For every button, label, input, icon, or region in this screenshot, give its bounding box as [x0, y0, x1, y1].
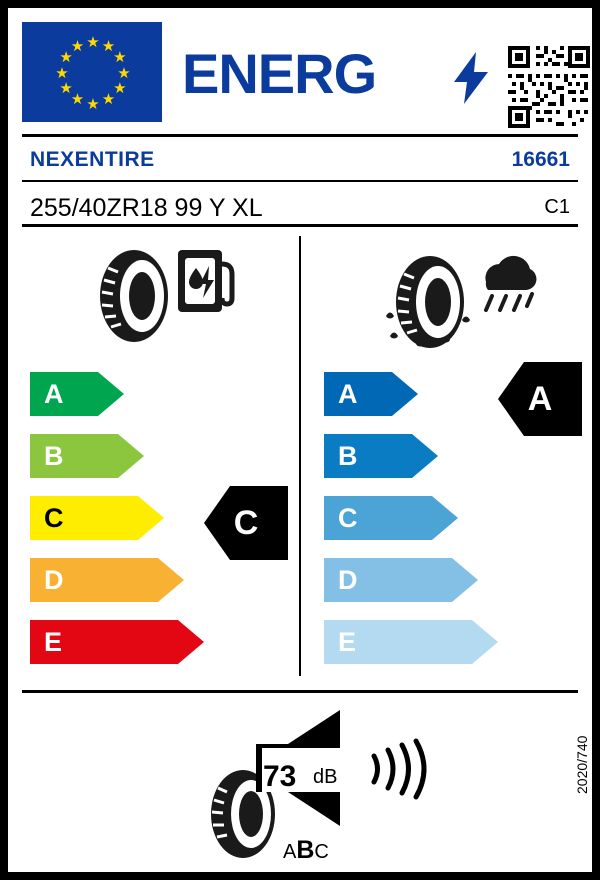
eu-star: ★: [101, 37, 116, 55]
eu-star: ★: [55, 64, 69, 82]
eu-star: ★: [59, 80, 73, 97]
eu-star: ★: [86, 95, 100, 113]
tyre-energy-label: [8, 8, 592, 872]
fuel-rating-marker: [204, 486, 288, 560]
divider-columns: [299, 236, 301, 676]
wet-grade-letter: C: [338, 503, 358, 533]
tyre-size: 255/40ZR18 99 Y XL: [30, 194, 263, 222]
wet-rating-letter: A: [527, 380, 553, 418]
eu-flag-icon: [22, 22, 162, 122]
wet-rating-marker: [498, 362, 582, 436]
wet-grade-letter: A: [338, 379, 358, 409]
eu-star: ★: [70, 37, 85, 55]
qr-code-icon: [506, 44, 592, 130]
tyre-code: 16661: [511, 148, 570, 171]
divider-under-brand: [22, 180, 578, 182]
wet-grade-letter: E: [338, 627, 357, 657]
tyre-class: C1: [544, 196, 570, 218]
divider-above-noise: [22, 690, 578, 693]
fuel-grade-letter: A: [44, 379, 64, 409]
eu-star: ★: [59, 49, 73, 66]
wet-grade-letter: D: [338, 565, 358, 595]
label-header: [22, 22, 578, 132]
noise-value: 73: [263, 760, 297, 793]
eu-star: ★: [113, 80, 127, 97]
noise-class-b: B: [296, 836, 315, 864]
eu-star: ★: [113, 49, 127, 66]
wet-tyre-icon: [380, 254, 480, 354]
noise-class-c: C: [314, 841, 329, 863]
eu-star: ★: [86, 33, 100, 51]
divider-top: [22, 134, 578, 137]
fuel-grade-letter: E: [44, 627, 63, 657]
noise-class-a: A: [283, 841, 297, 863]
regulation-reference: 2020/740: [574, 735, 590, 794]
brand-name: NEXENTIRE: [30, 148, 155, 171]
noise-unit: dB: [313, 766, 338, 788]
rain-cloud-icon: [470, 248, 544, 316]
tyre-icon: [84, 248, 184, 344]
fuel-grade-letter: C: [44, 503, 64, 533]
fuel-rating-letter: C: [233, 504, 259, 542]
wet-grade-letter: B: [338, 441, 358, 471]
fuel-grade-letter: B: [44, 441, 64, 471]
page-title: ENERG: [182, 42, 377, 105]
eu-star: ★: [117, 64, 131, 82]
sound-waves-icon: [368, 738, 428, 800]
eu-star: ★: [101, 91, 116, 109]
fuel-pump-icon: [176, 248, 238, 314]
noise-class-scale: [283, 836, 329, 865]
eu-star: ★: [70, 91, 85, 109]
fuel-grade-letter: D: [44, 565, 64, 595]
divider-under-size: [22, 224, 578, 227]
lightning-bolt-icon: [454, 52, 488, 104]
